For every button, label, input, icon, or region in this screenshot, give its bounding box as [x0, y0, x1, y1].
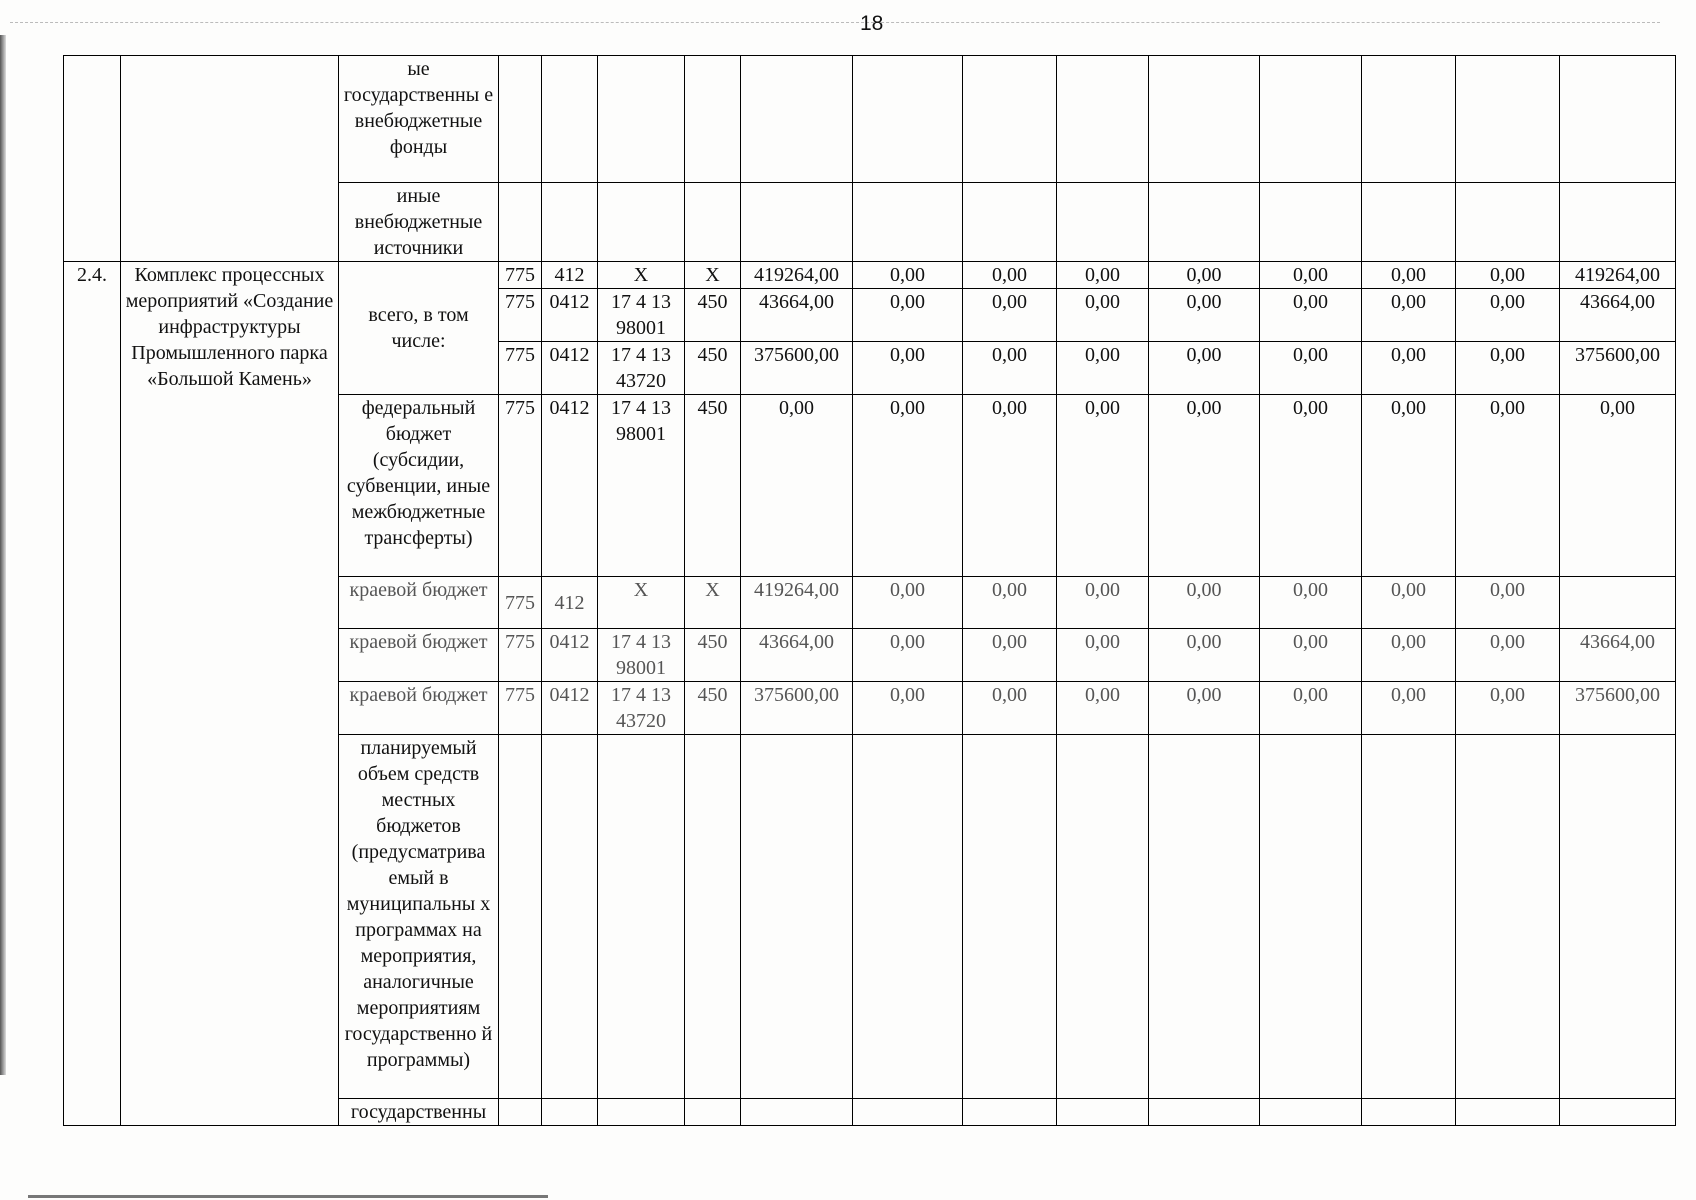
grbs-cell: 775 [499, 629, 542, 682]
value-cell: 0,00 [1362, 262, 1456, 289]
value-cell: 0,00 [1149, 395, 1260, 577]
value-cell: 0,00 [1362, 395, 1456, 577]
value-cell: 0,00 [1057, 342, 1149, 395]
source-cell: краевой бюджет [339, 682, 499, 735]
value-cell: 0,00 [963, 577, 1057, 629]
value-cell: 43664,00 [1560, 289, 1676, 342]
source-cell: ые государственны е внебюджетные фонды [339, 56, 499, 183]
csr-cell: Х [598, 577, 685, 629]
vr-cell: 450 [685, 395, 741, 577]
source-cell: планируемый объем средств местных бюджетов (предусматрива емый в муниципальны х программах на мероприятия, аналогичные мероприятиям государственно й программы) [339, 735, 499, 1099]
value-cell: 0,00 [1149, 342, 1260, 395]
value-cell: 0,00 [1260, 682, 1362, 735]
value-cell: 0,00 [963, 629, 1057, 682]
value-cell: 0,00 [1149, 262, 1260, 289]
csr-cell: 17 4 13 43720 [598, 342, 685, 395]
grbs-cell: 775 [499, 289, 542, 342]
value-cell: 0,00 [1260, 577, 1362, 629]
source-cell: краевой бюджет [339, 629, 499, 682]
value-cell: 43664,00 [741, 629, 853, 682]
grbs-cell: 775 [499, 262, 542, 289]
value-cell: 0,00 [1456, 629, 1560, 682]
value-cell: 0,00 [1456, 395, 1560, 577]
total-label: всего, в том числе: [339, 262, 499, 395]
value-cell: 0,00 [741, 395, 853, 577]
vr-cell: 450 [685, 289, 741, 342]
source-cell: федеральный бюджет (субсидии, субвенции, иные межбюджетные трансферты) [339, 395, 499, 577]
value-cell: 0,00 [1057, 682, 1149, 735]
grbs-cell: 775 [499, 682, 542, 735]
value-cell: 419264,00 [1560, 262, 1676, 289]
value-cell: 0,00 [1057, 395, 1149, 577]
vr-cell: 450 [685, 629, 741, 682]
value-cell: 0,00 [853, 289, 963, 342]
rz-cell: 0412 [542, 342, 598, 395]
empty-name-cell [121, 56, 339, 262]
rz-cell: 0412 [542, 629, 598, 682]
value-cell: 0,00 [1456, 682, 1560, 735]
value-cell: 0,00 [1362, 682, 1456, 735]
page-number: 18 [860, 12, 884, 35]
value-cell: 0,00 [1057, 262, 1149, 289]
value-cell: 0,00 [1057, 577, 1149, 629]
grbs-cell: 775 [499, 577, 542, 629]
empty-index-cell [64, 56, 121, 262]
vr-cell: 450 [685, 682, 741, 735]
value-cell: 0,00 [1260, 629, 1362, 682]
value-cell: 0,00 [1456, 577, 1560, 629]
value-cell: 0,00 [1456, 262, 1560, 289]
rz-cell: 0412 [542, 395, 598, 577]
value-cell: 0,00 [1362, 577, 1456, 629]
value-cell: 0,00 [1260, 395, 1362, 577]
vr-cell: Х [685, 262, 741, 289]
value-cell: 0,00 [1149, 577, 1260, 629]
value-cell: 0,00 [1149, 682, 1260, 735]
budget-table [63, 55, 1676, 1126]
value-cell: 0,00 [853, 577, 963, 629]
value-cell: 0,00 [1362, 342, 1456, 395]
item-name: Комплекс процессных мероприятий «Создание инфраструктуры Промышленного парка «Большой Камень» [121, 262, 339, 1126]
value-cell: 0,00 [1057, 289, 1149, 342]
scan-edge [0, 35, 6, 1075]
value-cell: 0,00 [1149, 629, 1260, 682]
source-cell: краевой бюджет [339, 577, 499, 629]
rz-cell: 412 [542, 262, 598, 289]
value-cell: 43664,00 [1560, 629, 1676, 682]
value-cell: 0,00 [853, 342, 963, 395]
csr-cell: 17 4 13 98001 [598, 289, 685, 342]
value-cell: 0,00 [853, 682, 963, 735]
value-cell: 375600,00 [741, 342, 853, 395]
value-cell: 0,00 [1362, 629, 1456, 682]
value-cell: 0,00 [1260, 262, 1362, 289]
csr-cell: Х [598, 262, 685, 289]
value-cell: 0,00 [1456, 342, 1560, 395]
value-cell: 0,00 [1149, 289, 1260, 342]
value-cell: 0,00 [1260, 289, 1362, 342]
value-cell: 0,00 [963, 682, 1057, 735]
vr-cell: 450 [685, 342, 741, 395]
scan-dash-line [10, 22, 1660, 23]
source-cell: государственны [339, 1099, 499, 1126]
grbs-cell: 775 [499, 395, 542, 577]
value-cell: 43664,00 [741, 289, 853, 342]
value-cell: 419264,00 [741, 577, 853, 629]
rz-cell: 0412 [542, 289, 598, 342]
value-cell: 0,00 [1456, 289, 1560, 342]
csr-cell: 17 4 13 98001 [598, 395, 685, 577]
table-row [64, 56, 1676, 183]
source-cell: иные внебюджетные источники [339, 183, 499, 262]
item-number: 2.4. [64, 262, 121, 1126]
rz-cell: 0412 [542, 682, 598, 735]
value-cell [1560, 577, 1676, 629]
value-cell: 375600,00 [1560, 342, 1676, 395]
value-cell: 419264,00 [741, 262, 853, 289]
rz-cell: 412 [542, 577, 598, 629]
csr-cell: 17 4 13 98001 [598, 629, 685, 682]
value-cell: 0,00 [1260, 342, 1362, 395]
vr-cell: Х [685, 577, 741, 629]
value-cell: 0,00 [1560, 395, 1676, 577]
grbs-cell: 775 [499, 342, 542, 395]
value-cell: 0,00 [1362, 289, 1456, 342]
csr-cell: 17 4 13 43720 [598, 682, 685, 735]
value-cell: 0,00 [853, 629, 963, 682]
value-cell: 0,00 [963, 395, 1057, 577]
value-cell: 0,00 [853, 262, 963, 289]
value-cell: 0,00 [963, 342, 1057, 395]
scan-edge [28, 1195, 548, 1198]
value-cell: 375600,00 [741, 682, 853, 735]
table-row [64, 262, 1676, 289]
value-cell: 0,00 [963, 289, 1057, 342]
value-cell: 375600,00 [1560, 682, 1676, 735]
value-cell: 0,00 [963, 262, 1057, 289]
value-cell: 0,00 [1057, 629, 1149, 682]
value-cell: 0,00 [853, 395, 963, 577]
